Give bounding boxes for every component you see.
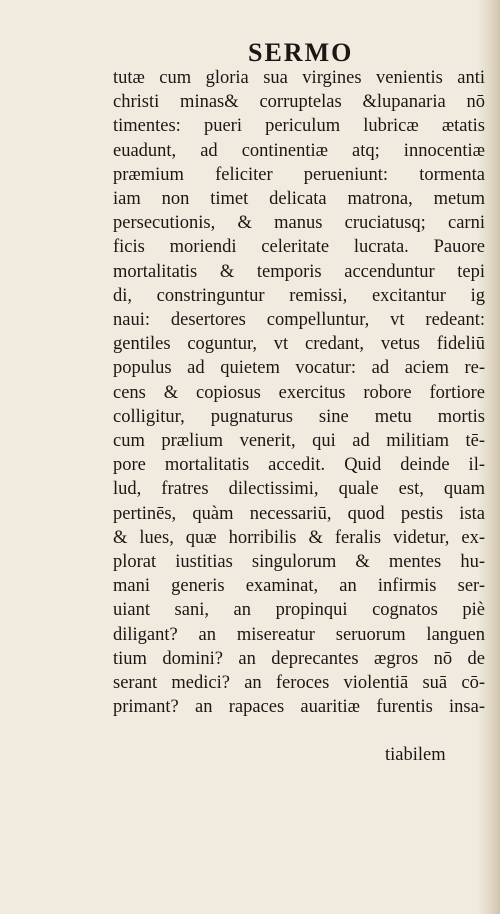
text-line: persecutionis, & manus cruciatusq; carni [113,213,485,234]
text-line: pertinēs, quàm necessariū, quod pestis ista [113,503,485,524]
text-line: mani generis examinat, an infirmis ser- [113,576,485,597]
catchword: tiabilem [385,745,446,765]
text-line: pore mortalitatis accedit. Quid deinde il- [113,455,485,476]
text-line: tium domini? an deprecantes ægros nō de [113,648,485,669]
text-line: plorat iustitias singulorum & mentes hu- [113,552,485,573]
text-line: serant medici? an feroces violentiā suā cō- [113,673,485,694]
text-line: uiant sani, an propinqui cognatos piè [113,600,485,621]
text-line: di, constringuntur remissi, excitantur ig [113,285,485,306]
text-line: ficis moriendi celeritate lucrata. Pauore [113,237,485,258]
text-line: lud, fratres dilectissimi, quale est, quam [113,479,485,500]
text-line: iam non timet delicata matrona, metum [113,189,485,210]
text-line: tutæ cum gloria sua virgines venientis anti [113,68,485,88]
text-line: colligitur, pugnaturus sine metu mortis [113,406,485,427]
text-line: christi minas& corruptelas &lupanaria nō [113,92,485,113]
text-line: naui: desertores compelluntur, vt redeant: [113,310,485,331]
text-line: timentes: pueri periculum lubricæ ætatis [113,116,485,137]
text-line: euadunt, ad continentiæ atq; innocentiæ [113,140,485,161]
text-line: cum prælium venerit, qui ad militiam tē- [113,431,485,452]
text-line: præmium feliciter perueniunt: tormenta [113,164,485,185]
text-line: gentiles coguntur, vt credant, vetus fideliū [113,334,485,355]
text-line: primant? an rapaces auaritiæ furentis insa- [113,697,485,718]
text-line: cens & copiosus exercitus robore fortiore [113,382,485,403]
text-line: & lues, quæ horribilis & feralis videtur, ex- [113,527,485,548]
body-text [113,66,485,719]
text-line: diligant? an misereatur seruorum languen [113,624,485,645]
running-head: SERMO [248,38,354,67]
text-line: mortalitatis & temporis accenduntur tepi [113,261,485,282]
text-line: populus ad quietem vocatur: ad aciem re- [113,358,485,379]
